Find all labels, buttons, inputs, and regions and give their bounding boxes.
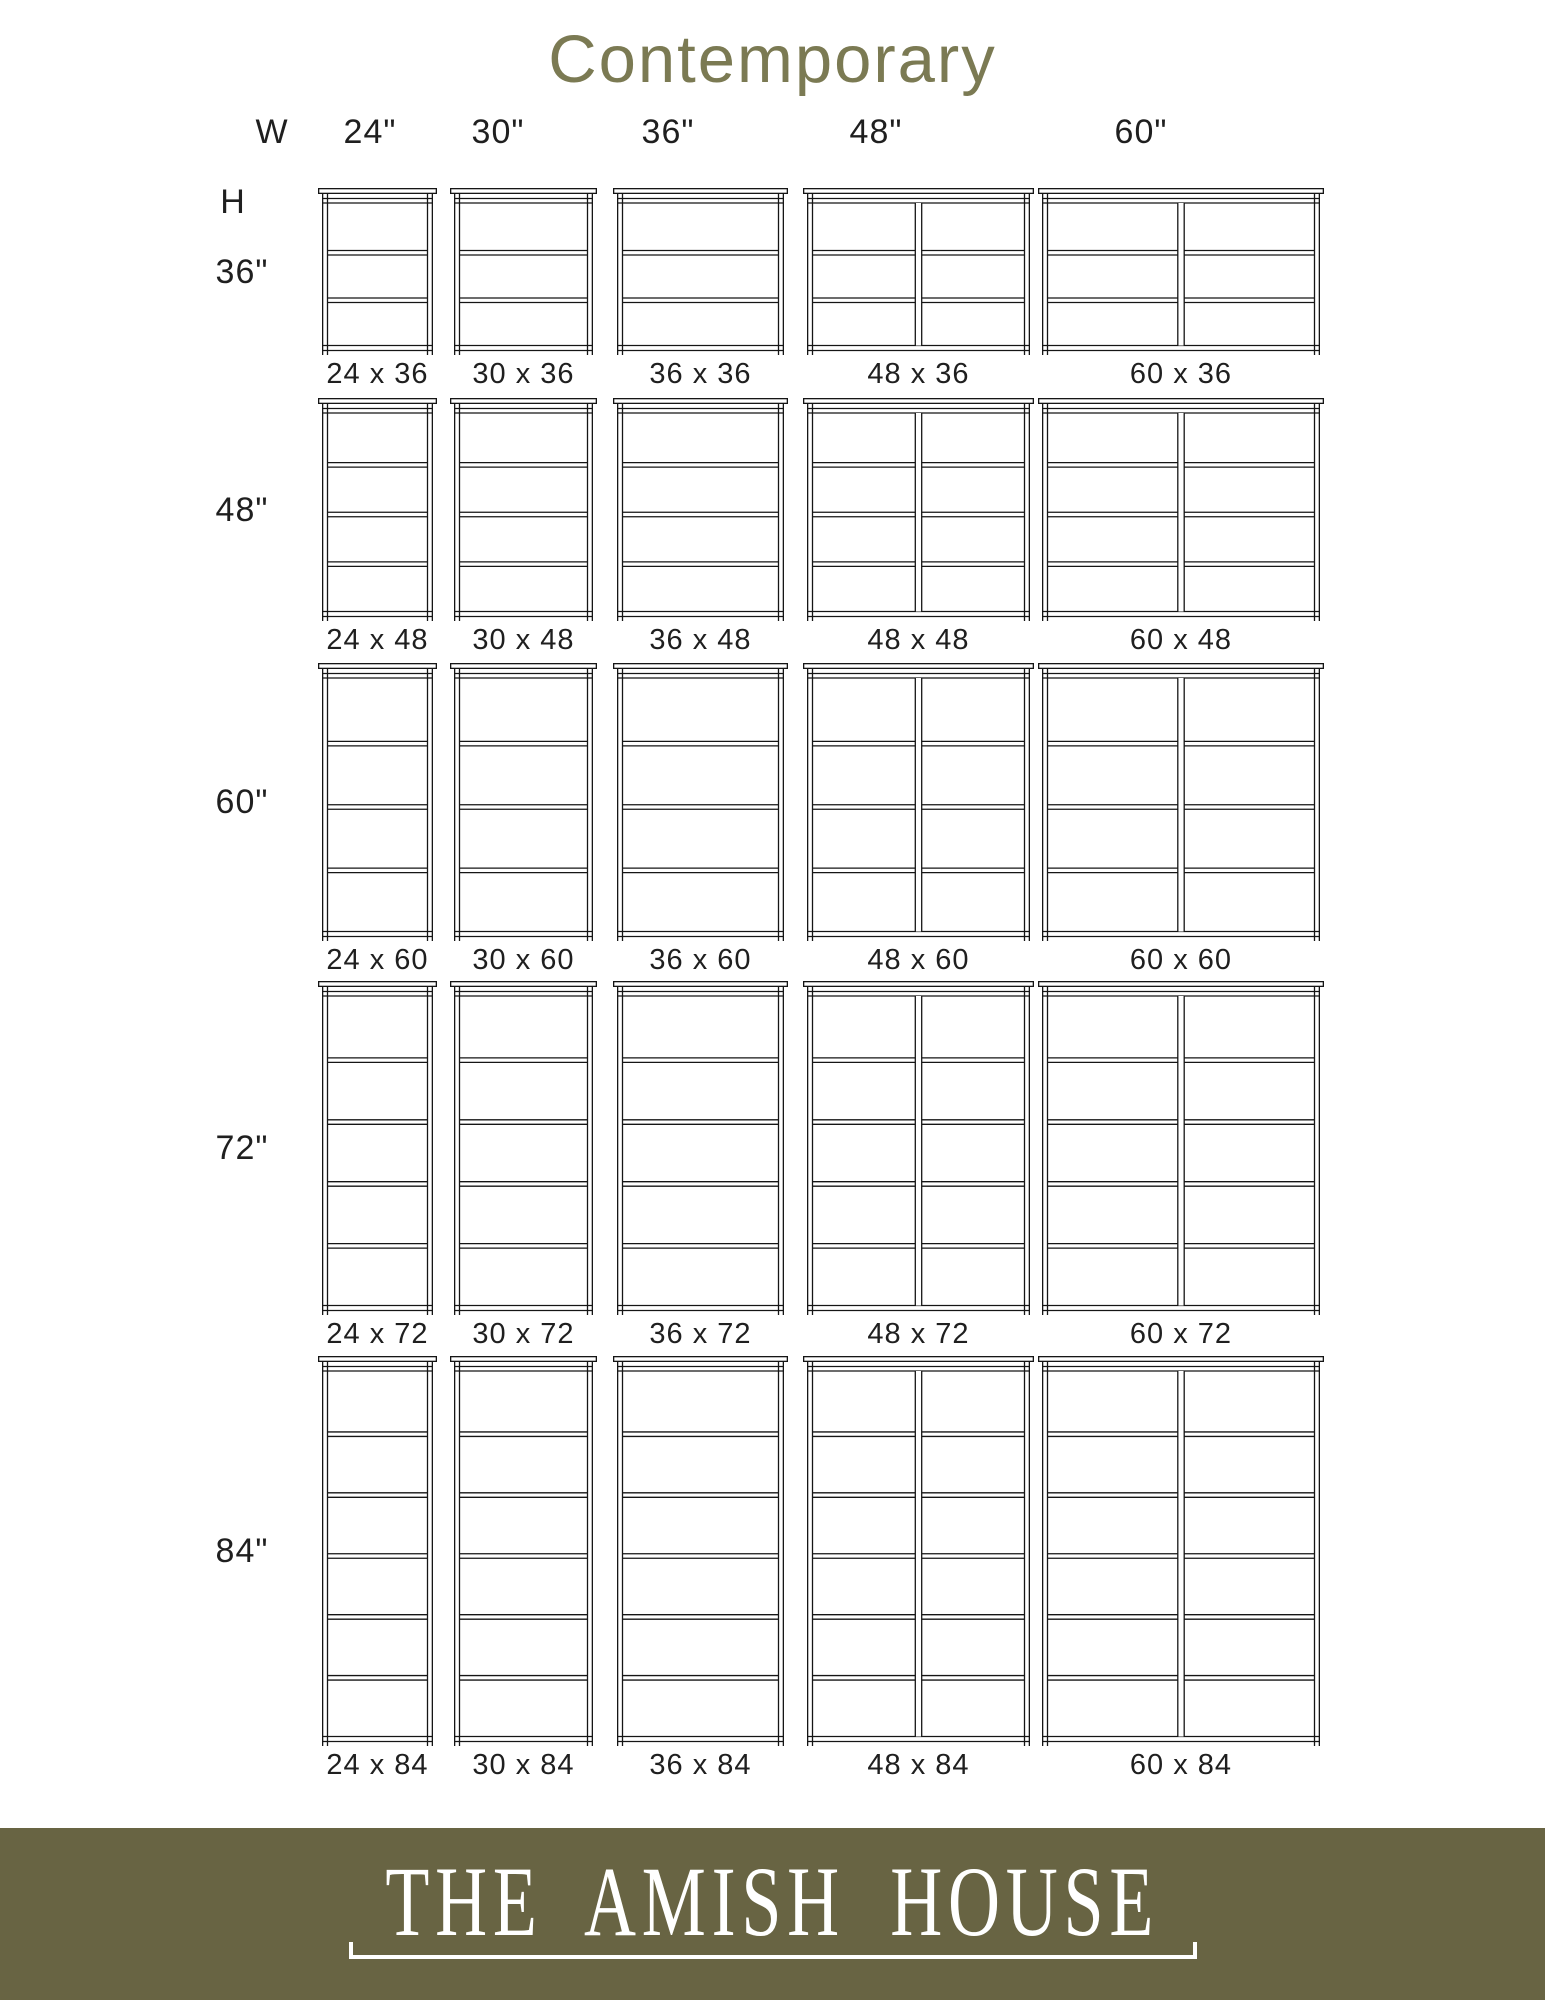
size-label-30x60: 30 x 60 xyxy=(472,944,575,976)
bookcase-30x84 xyxy=(450,1356,597,1781)
bookcase-36x72 xyxy=(613,981,788,1350)
bookcase-30x72 xyxy=(450,981,597,1350)
bookcase-drawing-48x60 xyxy=(803,663,1034,941)
size-label-48x60: 48 x 60 xyxy=(867,944,970,976)
page-title: Contemporary xyxy=(548,22,997,97)
row-header-60: 60" xyxy=(215,783,269,821)
bookcase-60x60 xyxy=(1038,663,1324,976)
column-header-36: 36" xyxy=(641,113,695,151)
bookcase-24x48 xyxy=(318,398,437,656)
bookcase-30x48 xyxy=(450,398,597,656)
size-label-30x84: 30 x 84 xyxy=(472,1749,575,1781)
column-header-48: 48" xyxy=(849,113,903,151)
bookcase-drawing-60x60 xyxy=(1038,663,1324,941)
size-label-30x72: 30 x 72 xyxy=(472,1318,575,1350)
size-label-60x72: 60 x 72 xyxy=(1129,1318,1233,1350)
bookcase-60x84 xyxy=(1038,1356,1324,1781)
bookcase-60x48 xyxy=(1038,398,1324,656)
bookcase-drawing-48x36 xyxy=(803,188,1034,355)
bookcase-drawing-60x48 xyxy=(1038,398,1324,621)
size-label-36x60: 36 x 60 xyxy=(649,944,752,976)
bookcase-24x84 xyxy=(318,1356,437,1781)
size-label-60x48: 60 x 48 xyxy=(1129,624,1233,656)
bookcase-drawing-48x84 xyxy=(803,1356,1034,1746)
bookcase-drawing-30x60 xyxy=(450,663,597,941)
bookcase-drawing-36x84 xyxy=(613,1356,788,1746)
size-label-24x60: 24 x 60 xyxy=(326,944,429,976)
size-label-48x84: 48 x 84 xyxy=(867,1749,970,1781)
bookcase-drawing-60x84 xyxy=(1038,1356,1324,1746)
bookcase-36x48 xyxy=(613,398,788,656)
bookcase-drawing-24x36 xyxy=(318,188,437,355)
bookcase-drawing-36x36 xyxy=(613,188,788,355)
footer-bar xyxy=(0,1828,1545,2000)
size-label-48x48: 48 x 48 xyxy=(867,624,970,656)
size-label-24x72: 24 x 72 xyxy=(326,1318,429,1350)
column-header-60: 60" xyxy=(1114,113,1168,151)
brand-name: THE AMISH HOUSE xyxy=(385,1846,1160,1957)
size-label-36x36: 36 x 36 xyxy=(649,358,752,390)
bookcase-48x72 xyxy=(803,981,1034,1350)
bookcase-drawing-24x48 xyxy=(318,398,437,621)
bookcase-36x84 xyxy=(613,1356,788,1781)
bookcase-drawing-30x72 xyxy=(450,981,597,1315)
bookcase-drawing-48x48 xyxy=(803,398,1034,621)
brand-line xyxy=(0,1828,1545,1957)
size-label-24x48: 24 x 48 xyxy=(326,624,429,656)
bookcase-drawing-48x72 xyxy=(803,981,1034,1315)
width-axis-label: W xyxy=(255,113,289,151)
size-label-30x48: 30 x 48 xyxy=(472,624,575,656)
size-label-36x48: 36 x 48 xyxy=(649,624,752,656)
bookcase-24x72 xyxy=(318,981,437,1350)
height-axis-label: H xyxy=(220,183,246,221)
bookcase-30x60 xyxy=(450,663,597,976)
column-header-24: 24" xyxy=(343,113,397,151)
bookcase-48x60 xyxy=(803,663,1034,976)
size-label-60x84: 60 x 84 xyxy=(1129,1749,1233,1781)
size-label-24x36: 24 x 36 xyxy=(326,358,429,390)
column-header-30: 30" xyxy=(471,113,525,151)
bookcase-48x48 xyxy=(803,398,1034,656)
size-label-36x84: 36 x 84 xyxy=(649,1749,752,1781)
row-header-48: 48" xyxy=(215,490,269,529)
bookcase-drawing-36x60 xyxy=(613,663,788,941)
bookcase-drawing-30x36 xyxy=(450,188,597,355)
row-header-36: 36" xyxy=(215,252,269,291)
bookcase-drawing-36x72 xyxy=(613,981,788,1315)
size-label-48x36: 48 x 36 xyxy=(867,358,970,390)
bookcase-36x36 xyxy=(613,188,788,390)
bookcase-drawing-30x48 xyxy=(450,398,597,621)
bookcase-48x84 xyxy=(803,1356,1034,1781)
size-label-36x72: 36 x 72 xyxy=(649,1318,752,1350)
bookcase-drawing-24x60 xyxy=(318,663,437,941)
bookcase-60x36 xyxy=(1038,188,1324,390)
bookcase-drawing-24x84 xyxy=(318,1356,437,1746)
row-header-72: 72" xyxy=(215,1129,269,1167)
size-label-48x72: 48 x 72 xyxy=(867,1318,970,1350)
size-label-30x36: 30 x 36 xyxy=(472,358,575,390)
bookcase-60x72 xyxy=(1038,981,1324,1350)
bookcase-48x36 xyxy=(803,188,1034,390)
bookcase-24x36 xyxy=(318,188,437,390)
size-label-60x36: 60 x 36 xyxy=(1129,358,1233,390)
bookcase-30x36 xyxy=(450,188,597,390)
bookcase-24x60 xyxy=(318,663,437,976)
size-label-60x60: 60 x 60 xyxy=(1129,944,1233,976)
bookcase-drawing-60x72 xyxy=(1038,981,1324,1315)
bookcase-36x60 xyxy=(613,663,788,976)
bookcase-drawing-60x36 xyxy=(1038,188,1324,355)
size-label-24x84: 24 x 84 xyxy=(326,1749,429,1781)
row-header-84: 84" xyxy=(215,1532,269,1570)
bookcase-drawing-24x72 xyxy=(318,981,437,1315)
bookcase-drawing-30x84 xyxy=(450,1356,597,1746)
bookcase-drawing-36x48 xyxy=(613,398,788,621)
